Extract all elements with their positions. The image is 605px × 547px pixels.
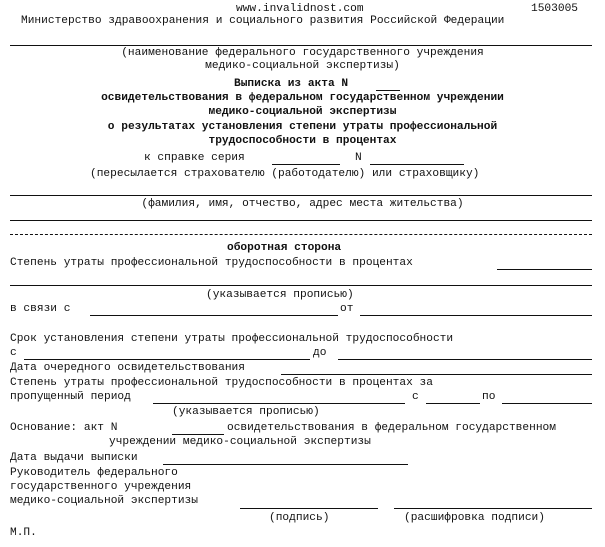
missed-until-line[interactable] bbox=[502, 403, 592, 404]
degree-line[interactable] bbox=[497, 269, 592, 270]
cut-line bbox=[10, 234, 592, 235]
certificate-number-label: N bbox=[355, 152, 362, 164]
extract-title-2: освидетельствования в федеральном государственном учреждении bbox=[101, 92, 504, 104]
person-line-2[interactable] bbox=[10, 220, 592, 221]
missed-since-line[interactable] bbox=[426, 403, 480, 404]
until-label: до bbox=[313, 347, 327, 359]
basis-label: Основание: акт N bbox=[10, 422, 118, 434]
from-line[interactable] bbox=[360, 315, 592, 316]
basis-text-2: учреждении медико-социальной экспертизы bbox=[109, 436, 371, 448]
certificate-series-label: к справке серия bbox=[144, 152, 245, 164]
extract-title-4: о результатах установления степени утраты профессиональной bbox=[107, 121, 498, 133]
institution-name-line[interactable] bbox=[10, 45, 592, 46]
since-label: с bbox=[10, 347, 17, 359]
period-label: Срок установления степени утраты профессиональной трудоспособности bbox=[10, 333, 454, 345]
institution-caption-2: медико-социальной экспертизы) bbox=[205, 60, 400, 72]
issue-date-line[interactable] bbox=[163, 464, 408, 465]
institution-caption-1: (наименование федерального государственного учреждения bbox=[121, 47, 484, 59]
signature-caption: (подпись) bbox=[269, 512, 330, 524]
missed-degree-line[interactable] bbox=[153, 403, 405, 404]
missed-degree-label-2: пропущенный период bbox=[10, 391, 131, 403]
issue-date-label: Дата выдачи выписки bbox=[10, 452, 138, 464]
extract-title-5: трудоспособности в процентах bbox=[208, 135, 397, 147]
head-title-1: Руководитель федерального bbox=[10, 467, 178, 479]
basis-act-number-line[interactable] bbox=[172, 434, 224, 435]
ministry-title: Министерство здравоохранения и социального развития Российской Федерации bbox=[21, 15, 505, 27]
degree-words-line[interactable] bbox=[10, 285, 592, 286]
since-line[interactable] bbox=[24, 359, 310, 360]
certificate-number-line[interactable] bbox=[370, 164, 464, 165]
in-connection-label: в связи с bbox=[10, 303, 71, 315]
missed-until-label: по bbox=[482, 391, 496, 403]
missed-degree-label-1: Степень утраты профессиональной трудоспособности в процентах за bbox=[10, 377, 433, 389]
degree-label: Степень утраты профессиональной трудоспособности в процентах bbox=[10, 257, 413, 269]
next-exam-label: Дата очередного освидетельствования bbox=[10, 362, 245, 374]
in-words-caption: (указывается прописью) bbox=[206, 289, 354, 301]
in-connection-line[interactable] bbox=[90, 315, 338, 316]
until-line[interactable] bbox=[338, 359, 592, 360]
person-line[interactable] bbox=[10, 195, 592, 196]
signature-line[interactable] bbox=[240, 508, 378, 509]
back-side-heading: оборотная сторона bbox=[227, 242, 342, 254]
next-exam-line[interactable] bbox=[281, 374, 592, 375]
head-title-2: государственного учреждения bbox=[10, 481, 192, 493]
site-url: www.invalidnost.com bbox=[236, 3, 364, 15]
head-title-3: медико-социальной экспертизы bbox=[10, 495, 198, 507]
signature-decoding-line[interactable] bbox=[394, 508, 592, 509]
seal-place: М.П. bbox=[10, 527, 37, 539]
from-label: от bbox=[340, 303, 354, 315]
sent-to-caption: (пересылается страхователю (работодателю) или страховщику) bbox=[90, 168, 480, 180]
signature-decoding-caption: (расшифровка подписи) bbox=[404, 512, 545, 524]
act-number-line[interactable] bbox=[376, 90, 400, 91]
form-code: 1503005 bbox=[531, 3, 578, 15]
certificate-series-line[interactable] bbox=[272, 164, 340, 165]
extract-title-3: медико-социальной экспертизы bbox=[208, 106, 397, 118]
missed-since-label: с bbox=[412, 391, 419, 403]
basis-text: освидетельствования в федеральном государственном bbox=[227, 422, 556, 434]
in-words-caption-2: (указывается прописью) bbox=[172, 406, 320, 418]
extract-title: Выписка из акта N bbox=[234, 78, 349, 90]
person-caption: (фамилия, имя, отчество, адрес места жительства) bbox=[141, 198, 464, 210]
